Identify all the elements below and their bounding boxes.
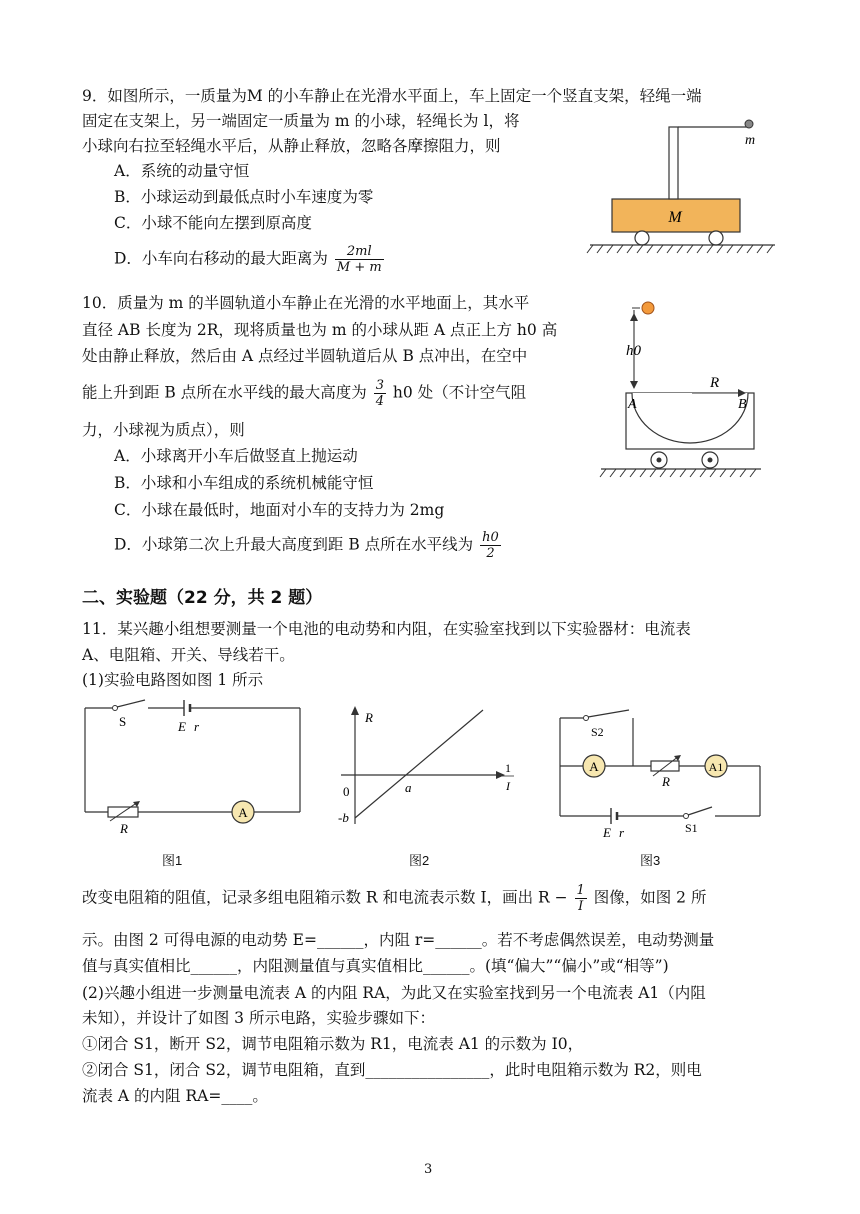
section-heading: 二、实验题（22 分，共 2 题） [82,588,323,608]
q9-line-1: 9．如图所示，一质量为M 的小车静止在光滑水平面上，车上固定一个竖直支架，轻绳一端 [82,87,702,105]
point-b-label: B [738,397,747,412]
internal-r-label: r [194,719,200,734]
point-a-label: A [628,397,637,412]
q10-line-3: 处由静止释放，然后由 A 点经过半圆轨道后从 B 点冲出，在空中 [82,347,528,365]
q11-para-4: (2)兴趣小组进一步测量电流表 A 的内阻 RA，为此又在实验室找到另一个电流表 A1（内阻 [82,984,706,1002]
q10-option-b: B．小球和小车组成的系统机械能守恒 [114,474,374,492]
ball [745,120,753,128]
arrow-head-down [630,381,638,389]
support-post [669,127,678,199]
q9-line-2: 固定在支架上，另一端固定一质量为 m 的小球，轻绳长为 l，将 [82,112,520,130]
switch-s1-blade [688,807,712,815]
q9-line-3: 小球向右拉至轻绳水平后，从静止释放，忽略各摩擦阻力，则 [82,137,501,155]
switch-s2-label: S2 [591,725,604,739]
fraction-numerator: h0 [482,530,499,545]
page-number: 3 [424,1162,433,1177]
resistor-label: R [662,774,670,789]
origin-label: 0 [343,784,350,799]
q11-para-1-text-b: 图像，如图 2 所 [593,888,707,907]
q11-line-3: (1)实验电路图如图 1 所示 [82,671,264,689]
q10-option-d-text: D．小球第二次上升最大高度到距 B 点所在水平线为 [114,535,474,554]
ground-hatch [587,245,773,253]
q10-line-4-fraction [374,378,386,409]
intercept-b-label: -b [338,810,349,825]
resistor-label: R [120,821,128,836]
q11-para-5: 未知），并设计了如图 3 所示电路，实验步骤如下： [82,1009,435,1027]
q9-option-b: B．小球运动到最低点时小车速度为零 [114,188,374,206]
switch-s1-label: S1 [685,821,698,835]
fraction-denominator: 2 [480,545,501,561]
q10-option-d-fraction [480,530,501,561]
q11-para-8: 流表 A 的内阻 RA=____。 [82,1087,268,1105]
fraction-numerator: 2ml [346,244,372,259]
q9-cart-figure [585,112,785,272]
q10-option-d [114,530,503,561]
q11-para-7: ②闭合 S1，闭合 S2，调节电阻箱，直到________________，此时电阻箱示数为 R2，则电 [82,1061,702,1079]
switch-blade [117,700,145,707]
emf-label: E [603,825,611,840]
ground-hatch [600,469,756,477]
q9-option-d [114,244,386,275]
q10-option-c: C．小球在最低时，地面对小车的支持力为 2mg [114,501,445,519]
q10-track-figure [596,293,766,488]
q10-line-1: 10．质量为 m 的半圆轨道小车静止在光滑的水平地面上，其水平 [82,294,530,312]
q10-line-4 [82,378,526,409]
q11-para-6: ①闭合 S1，断开 S2，调节电阻箱示数为 R1，电流表 A1 的示数为 I0， [82,1035,584,1053]
q10-line-2: 直径 AB 长度为 2R，现将质量也为 m 的小球从距 A 点正上方 h0 高 [82,321,558,339]
q11-para-2: 示。由图 2 可得电源的电动势 E=______，内阻 r=______。若不考虑偶然误差，电动势测量 [82,931,715,949]
figure-1-circuit [80,698,310,838]
h0-label: h0 [626,343,641,359]
q9-option-c: C．小球不能向左摆到原高度 [114,214,312,232]
figure-2-graph [333,700,523,835]
fraction-numerator: 3 [375,378,384,393]
radius-label: R [710,375,720,391]
ball-mass-label: m [745,133,756,148]
wheel-right [709,231,723,245]
figure-3-caption: 图3 [640,853,661,868]
switch-s2-blade [588,710,629,717]
q11-line-1: 11．某兴趣小组想要测量一个电池的电动势和内阻，在实验室找到以下实验器材：电流表 [82,620,691,638]
figure-1-caption: 图1 [162,853,183,868]
q11-line-2: A、电阻箱、开关、导线若干。 [82,646,295,664]
y-axis-label: R [365,710,373,725]
wheel-left [635,231,649,245]
x-axis-label-den: I [506,779,510,793]
fraction-numerator: 1 [576,883,585,898]
q10-line-4-text-a: 能上升到距 B 点所在水平线的最大高度为 [82,383,367,402]
q11-para-1-text-a: 改变电阻箱的阻值，记录多组电阻箱示数 R 和电流表示数 I，画出 R − [82,888,568,907]
arrow-head-up [630,313,638,321]
internal-r-label: r [619,825,625,840]
x-axis-label-num: 1 [505,761,511,775]
ammeter-a-label: A [589,759,599,774]
cart-mass-label: M [668,209,682,226]
q9-option-d-fraction [335,244,384,275]
q11-para-3: 值与真实值相比______，内阻测量值与真实值相比______。(填“偏大”“偏小”或“相等”) [82,957,669,975]
intercept-a-label: a [405,780,412,795]
switch-label: S [119,714,127,729]
q10-option-a: A．小球离开小车后做竖直上抛运动 [114,447,358,465]
q10-line-5: 力，小球视为质点），则 [82,421,245,439]
ball [642,302,654,314]
ammeter-a1-label: A1 [708,760,724,774]
q11-para-1 [82,883,706,914]
fraction-denominator: 4 [375,394,384,409]
q9-option-a: A．系统的动量守恒 [114,162,250,180]
q9-option-d-text: D．小车向右移动的最大距离为 [114,249,328,268]
graph-line [355,710,483,818]
resistor-box [651,761,679,771]
q11-para-1-fraction [575,883,587,914]
fraction-denominator: M + m [336,260,382,275]
fraction-denominator: I [575,898,587,914]
emf-label: E [178,719,186,734]
figure-3-circuit [555,706,775,841]
ammeter-label: A [238,805,248,820]
figure-2-caption: 图2 [409,853,430,868]
q10-line-4-text-b: h0 处（不计空气阻 [392,383,527,402]
